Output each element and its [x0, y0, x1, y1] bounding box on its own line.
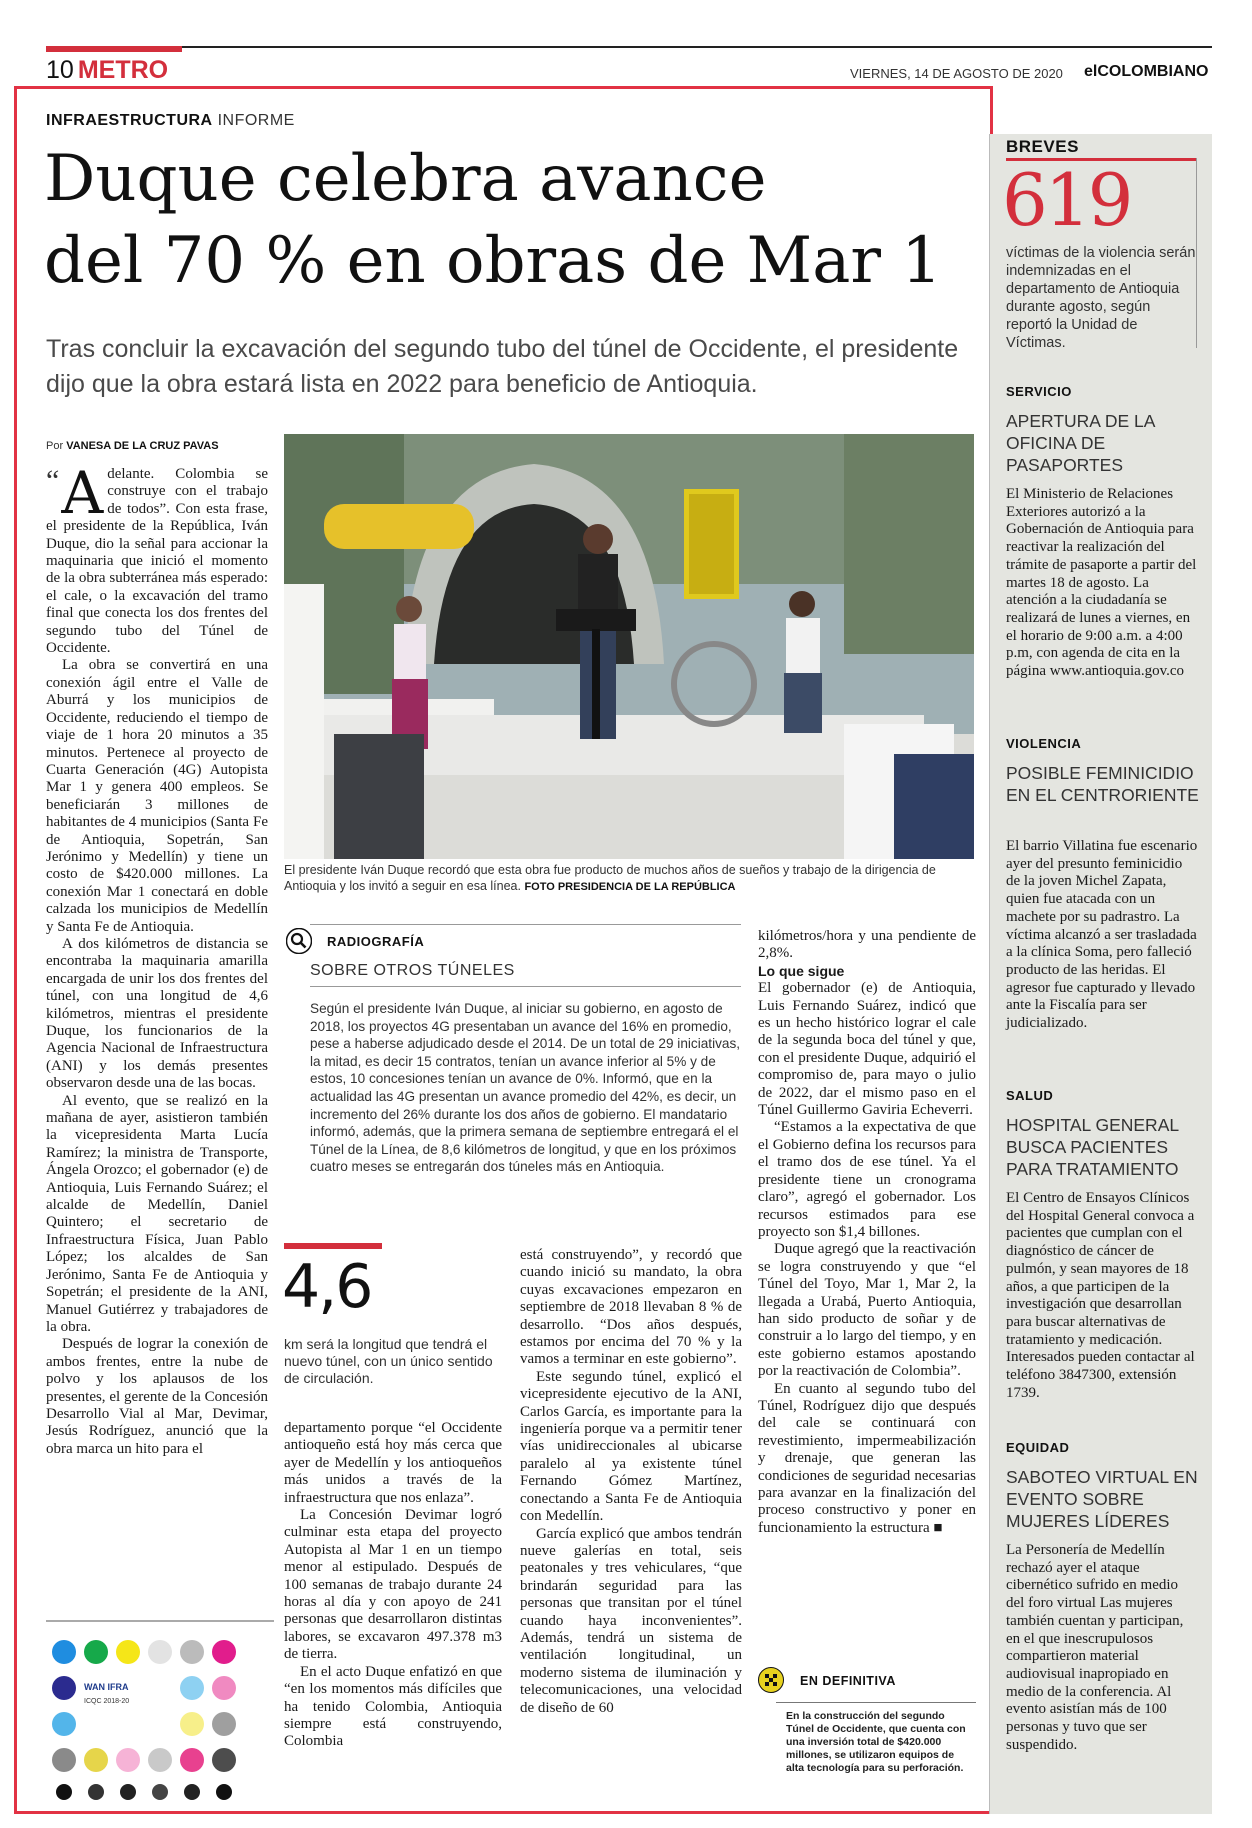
dropcap: A	[61, 459, 104, 527]
paragraph: En el acto Duque enfatizó en que “en los momentos más difíciles que ha tenido Colombia, Antioquia siempre está construyendo, Colombia	[284, 1663, 502, 1750]
photo-caption	[284, 862, 974, 895]
article-headline	[44, 138, 984, 302]
section-color-tab	[46, 46, 182, 52]
paragraph: está construyendo”, y recordó que cuando inició su mandato, la obra cuyas excavaciones empezaron en septiembre de 2018 llevaban 8 % de desarrollo. “Dos años después, estamos por encima del 70 % y la vamos a terminar en este gobierno”.	[520, 1247, 742, 1368]
radiografia-top-rule	[310, 924, 741, 925]
paragraph: En cuanto al segundo tubo del Túnel, Rodríguez dijo que después del cale se continuará con revestimiento, impermeabilización y drenaje, que generan las condiciones de seguridad necesarias para avanzar en la finalización del proceso constructivo y poner en funcionamiento la estructura ■	[758, 1380, 976, 1536]
brief-title: SABOTEO VIRTUAL EN EVENTO SOBRE MUJERES LÍDERES	[1006, 1467, 1198, 1531]
page-number: 10	[46, 56, 74, 84]
breves-vertical-rule	[1196, 158, 1197, 348]
paragraph: García explicó que ambos tendrán nueve galerías en total, seis peatonales y tres vehiculares, “que brindarán seguridad para las personas que transitan por el túnel cuando haya inconvenientes”. Además, tendrá un sistema de ventilación longitudinal, un moderno sistema de iluminación y telecomunicaciones, una velocidad de diseño de 60	[520, 1525, 742, 1716]
brief-title: POSIBLE FEMINICIDIO EN EL CENTRORIENTE	[1006, 763, 1199, 805]
headline-line-1: Duque celebra avance	[44, 142, 767, 216]
issue-date: VIERNES, 14 DE AGOSTO DE 2020	[850, 66, 1063, 81]
body-column-2	[284, 1420, 502, 1751]
kicker-section: INFRAESTRUCTURA	[46, 112, 213, 129]
body-column-4	[758, 928, 976, 1537]
body-column-3	[520, 1247, 742, 1717]
caption-text: El presidente Iván Duque recordó que esta obra fue producto de muchos años de sueños y trabajo de la dirigencia de Antioquia y los invitó a seguir en esa línea.	[284, 863, 936, 893]
paragraph: La obra se convertirá en una conexión ágil entre el Valle de Aburrá y los municipios de Occidente, reduciendo el tiempo de viaje de 1 hora 20 minutos a 35 minutos. Pertenece al proyecto de Cuarta Generación (4G) Autopista Mar 1 y genera 400 empleos. Se beneficiarán 3 millones de habitantes de 4 municipios (Santa Fe de Antioquia, Sopetrán, San Jerónimo y Medellín) y tiene un costo de $420.000 millones. La conexión Mar 1 conectará en doble calzada los municipios de Medellín y Santa Fe de Antioquia.	[46, 657, 268, 935]
radiografia-sub-rule	[310, 986, 741, 987]
lead-paragraph	[46, 459, 268, 657]
lead-paragraph-text: delante. Colombia se construye con el trabajo de todos”. Con esta frase, el presidente de la República, Iván Duque, dio la señal para accionar la maquinaria que inició el momento de la obra subterránea más esperado: el cale, o la excavación del tramo final que conecta los dos frentes del segundo tubo del Túnel de Occidente.	[46, 466, 268, 657]
tunnel-event-photo	[284, 434, 974, 859]
figure-number: 4,6	[282, 1252, 372, 1322]
brief-body: El barrio Villatina fue escenario ayer del presunto feminicidio de la joven Michel Zapata, quien fue atacada con un machete por su padrastro. La víctima alcanzó a ser trasladada a la clínica Soma, pero falleció producto de las heridas. El agresor fue capturado y llevado ante la Fiscalía para ser judicializado.	[1006, 838, 1198, 1032]
brief-section-label: SERVICIO	[1006, 384, 1072, 399]
brief-title: HOSPITAL GENERAL BUSCA PACIENTES PARA TRATAMIENTO	[1006, 1115, 1179, 1179]
breves-number-text: víctimas de la violencia serán indemnizadas en el departamento de Antioquia durante agosto, según reportó la Unidad de Víctimas.	[1006, 245, 1196, 351]
paragraph: Al evento, que se realizó en la mañana de ayer, asistieron también la vicepresidenta Marta Lucía Ramírez; la ministra de Transporte, Ángela Orozco; el gobernador (e) de Antioquia, Luis Fernando Suárez; el alcalde de Medellín, Daniel Quintero; el secretario de Infraestructura Física, Juan Pablo López; los alcaldes de San Jerónimo, Santa Fe de Antioquia y Sopetrán; el presidente de la ANI, Manuel Gutiérrez y trabajadores de la obra.	[46, 1092, 268, 1335]
paragraph: departamento porque “el Occidente antioqueño está hoy más cerca que ayer de Medellín y los antioqueños más unidos a través de la infraestructura que nos enlaza”.	[284, 1420, 502, 1506]
breves-big-number: 619	[1002, 158, 1131, 242]
opening-quote-mark: “	[46, 464, 60, 497]
section-subhead: Lo que sigue	[758, 962, 845, 979]
sidebar-divider	[989, 134, 990, 1814]
paragraph: Después de lograr la conexión de ambos frentes, entre la nube de polvo y los aplausos de los presentes, el gerente de la Concesión Desarrollo Vial al Mar, Devimar, Jesús Rodríguez, anunció que la obra marca un hito para el	[46, 1336, 268, 1457]
newspaper-logo: elCOLOMBIANO	[1084, 63, 1209, 80]
breves-label: BREVES	[1006, 137, 1079, 156]
brief-section-label: EQUIDAD	[1006, 1440, 1070, 1455]
photo-credit: FOTO PRESIDENCIA DE LA REPÚBLICA	[524, 881, 736, 893]
en-definitiva-title: EN DEFINITIVA	[800, 1674, 896, 1688]
brief-section-label: SALUD	[1006, 1088, 1054, 1103]
paragraph: Este segundo túnel, explicó el vicepresidente ejecutivo de la ANI, Carlos García, es importante para la ingeniería porque va a permitir tener vías unidireccionales al ubicarse paralelo al ya existente túnel Fernando Gómez Martínez, conectando a Santa Fe de Antioquia con Medellín.	[520, 1368, 742, 1525]
print-color-control-bar	[46, 1640, 276, 1800]
checkered-flag-icon	[758, 1667, 784, 1693]
byline-prefix: Por	[46, 440, 64, 452]
article-deck: Tras concluir la excavación del segundo tubo del túnel de Occidente, el presidente dijo que la obra estará lista en 2022 para beneficio de Antioquia.	[46, 335, 959, 398]
en-definitiva-rule	[776, 1702, 976, 1703]
byline	[46, 440, 219, 452]
brief-title: APERTURA DE LA OFICINA DE PASAPORTES	[1006, 411, 1155, 475]
byline-author: VANESA DE LA CRUZ PAVAS	[66, 440, 219, 452]
color-bar-rule	[46, 1620, 274, 1622]
en-definitiva-text: En la construcción del segundo Túnel de Occidente, que cuenta con una inversión total de $420.000 millones, se utilizaron equipos de alta tecnología para su perforación.	[786, 1710, 966, 1774]
paragraph: “Estamos a la expectativa de que el Gobierno defina los recursos para el tramo dos de ese túnel. Ya el presidente tiene un cronograma claro”, agregó el gobernador. Los recursos estimados para ese proyecto son $1,4 billones.	[758, 1119, 976, 1240]
brief-body: El Centro de Ensayos Clínicos del Hospital General convoca a pacientes que cumplan con el diagnóstico de cáncer de pulmón, y sean mayores de 18 años, a que participen de la investigación que desarrollan para buscar alternativas de tratamiento y medicación. Interesados pueden contactar al teléfono 3847300, extensión 1739.	[1006, 1190, 1195, 1401]
figure-text: km será la longitud que tendrá el nuevo túnel, con un único sentido de circulación.	[284, 1336, 493, 1386]
magnifier-icon	[286, 928, 312, 954]
brief-body: La Personería de Medellín rechazó ayer el ataque cibernético sufrido en medio del foro virtual Las mujeres también cuentan y participan, en el que inescrupulosos compartieron material audiovisual inapropiado en medio de la conferencia. Al evento asistían más de 100 personas y tuvo que ser suspendido.	[1006, 1542, 1184, 1753]
color-bar-logo: WAN IFRA	[84, 1682, 129, 1692]
section-name: METRO	[77, 56, 169, 84]
radiografia-title: RADIOGRAFÍA	[327, 934, 425, 949]
paragraph: Duque agregó que la reactivación se logra construyendo y que “el Túnel del Toyo, Mar 1, Mar 2, la llegada a Urabá, Puerto Antioquia, han sido producto de soñar y de construir a lo largo del tiempo, y en este gobierno estamos apostando por la reactivación de Colombia”.	[758, 1241, 976, 1380]
article-kicker	[46, 112, 295, 130]
figure-accent-rule	[284, 1243, 382, 1249]
paragraph: A dos kilómetros de distancia se encontraba la maquinaria amarilla encargada de unir los dos frentes del túnel, con una longitud de 4,6 kilómetros, mientras el presidente Duque, los funcionarios de la Agencia Nacional de Infraestructura (ANI) y los demás presentes observaron desde una de las bocas.	[46, 935, 268, 1092]
radiografia-subtitle: SOBRE OTROS TÚNELES	[310, 962, 515, 979]
brief-body: El Ministerio de Relaciones Exteriores autorizó a la Gobernación de Antioquia para reactivar la realización del trámite de pasaporte a partir del martes 18 de agosto. La atención a la ciudadanía se realizará de lunes a viernes, en el horario de 9:00 a.m. a 4:00 p.m, con agenda de cita en la página www.antioquia.gov.co	[1006, 486, 1197, 680]
headline-line-2: del 70 % en obras de Mar 1	[44, 224, 942, 298]
kicker-type: INFORME	[217, 112, 295, 129]
body-column-1	[46, 459, 268, 1458]
header-rule	[46, 46, 1212, 48]
paragraph: La Concesión Devimar logró culminar esta etapa del proyecto Autopista al Mar 1 en un tiempo menor al estipulado. Después de 100 semanas de trabajo durante 24 horas al día y con apoyo de 241 personas que desarrollaron distintas labores, se excavaron 497.378 m3 de tierra.	[284, 1507, 502, 1663]
radiografia-text: Según el presidente Iván Duque, al iniciar su gobierno, en agosto de 2018, los proyectos 4G presentaban un avance del 16% en promedio, pese a haberse adjudicado desde el 2014. De un total de 29 iniciativas, la mitad, es decir 15 contratos, tenían un avance inferior al 5% y de estos, 10 concesiones tenían un avance de 0%. Informó, que en la actualidad las 4G presentan un avance promedio del 42%, es decir, un incremento del 26% durante los dos años de gobierno. El mandatario informó, además, que la primera semana de septiembre entregará el el Túnel de la Línea, de 8,6 kilómetros de longitud, y que en los próximos cuatro meses se entregarán dos túneles más en Antioquia.	[310, 1001, 741, 1175]
paragraph: El gobernador (e) de Antioquia, Luis Fernando Suárez, indicó que es un hecho histórico lograr el cale de la segunda boca del túnel y que, con el presidente Duque, adquirió el compromiso de, para mayo o julio de 2022, dar el mismo paso en el Túnel Guillermo Gaviria Echeverri.	[758, 980, 976, 1119]
page-folio	[46, 56, 168, 85]
article-photo	[284, 434, 974, 859]
paragraph: kilómetros/hora y una pendiente de 2,8%.	[758, 928, 976, 962]
color-bar-code: ICQC 2018-20	[84, 1698, 130, 1705]
brief-section-label: VIOLENCIA	[1006, 736, 1082, 751]
